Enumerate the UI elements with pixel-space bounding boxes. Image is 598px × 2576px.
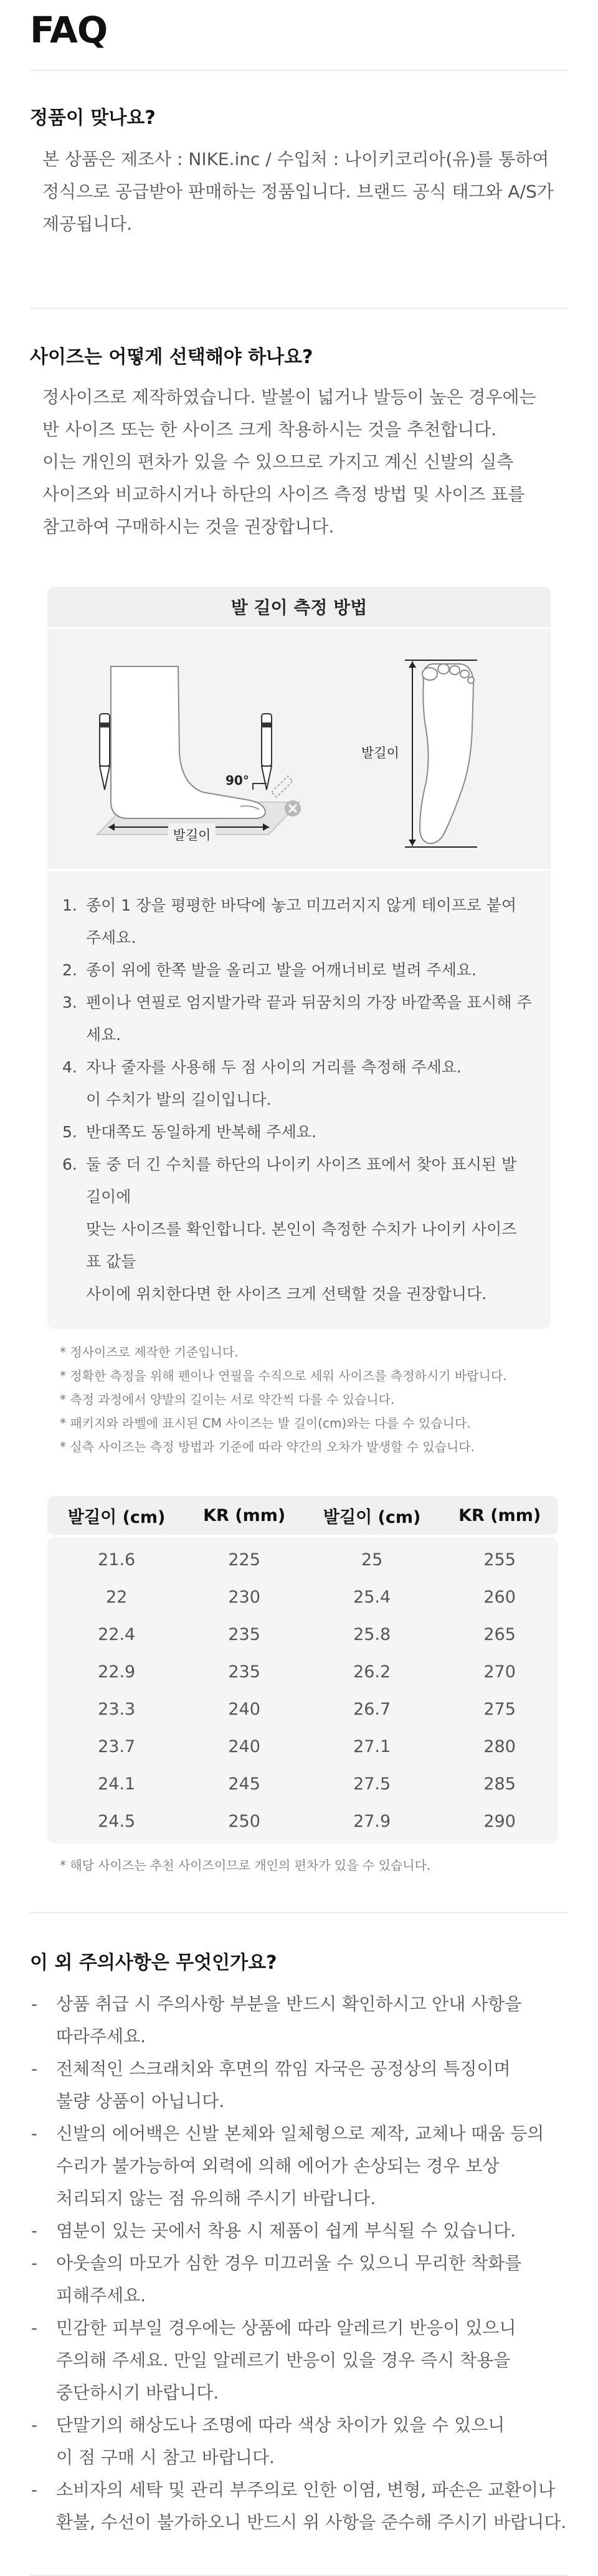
caution-item: [30, 1988, 568, 2020]
bullet-dash: -: [31, 2479, 38, 2500]
foot-side-icon: [111, 666, 265, 818]
answer-line: 정식으로 공급받아 판매하는 정품입니다. 브랜드 공식 태그와 A/S가: [42, 181, 554, 202]
answer-line: 이는 개인의 편차가 있을 수 있으므로 가지고 계신 신발의 실측: [42, 452, 514, 472]
measure-steps: [47, 871, 551, 1329]
question-authentic: 정품이 맞나요?: [30, 107, 156, 129]
caution-text: 처리되지 않는 점 유의해 주시기 바랍니다.: [56, 2188, 376, 2209]
table-row: 22.9 235 26.2 270: [47, 1653, 558, 1690]
caution-item: [30, 2312, 568, 2344]
caution-item: [30, 2474, 568, 2506]
caution-text: 단말기의 해상도나 조명에 따라 색상 차이가 있을 수 있으니: [56, 2415, 505, 2435]
caution-item-cont: [30, 2085, 568, 2118]
bullet-dash: -: [31, 1994, 38, 2014]
caution-text: 민감한 피부일 경우에는 상품에 따라 알레르기 반응이 있으니: [56, 2318, 516, 2338]
measure-illustration: [47, 629, 551, 871]
caution-text: 소비자의 세탁 및 관리 부주의로 인한 이염, 변형, 파손은 교환이나: [56, 2479, 556, 2500]
step-item: 6. 둘 중 더 긴 수치를 하단의 나이키 사이즈 표에서 찾아 표시된 발 길이에: [62, 1155, 517, 1206]
angle-label: 90°: [225, 773, 249, 788]
size-table: [47, 1496, 558, 1844]
column-header: 발길이 (cm): [303, 1496, 441, 1537]
step-item-cont: 사이에 위치한다면 한 사이즈 크게 선택할 것을 권장합니다.: [86, 1285, 487, 1303]
caution-text: 수리가 불가능하여 외력에 의해 에어가 손상되는 경우 보상: [56, 2156, 500, 2176]
note-item: * 측정 과정에서 양발의 길이는 서로 약간씩 다를 수 있습니다.: [60, 1392, 395, 1407]
answer-authentic: [30, 143, 568, 240]
step-item: 2. 종이 위에 한쪽 발을 올리고 발을 어깨너비로 벌려 주세요.: [62, 961, 477, 979]
question-caution: 이 외 주의사항은 무엇인가요?: [30, 1952, 277, 1974]
table-row: 22 230 25.4 260: [47, 1578, 558, 1616]
caution-text: 불량 상품이 아닙니다.: [56, 2091, 225, 2111]
bullet-dash: -: [31, 2415, 38, 2435]
bullet-dash: -: [31, 2123, 38, 2144]
question-sizing: 사이즈는 어떻게 선택해야 하나요?: [30, 346, 313, 368]
caution-text: 아웃솔의 마모가 심한 경우 미끄러울 수 있으니 무리한 착화를: [56, 2253, 522, 2273]
caution-text: 신발의 에어백은 신발 본체와 일체형으로 제작, 교체나 때움 등의: [56, 2123, 544, 2144]
caution-text: 따라주세요.: [56, 2026, 146, 2047]
step-item-cont: 맞는 사이즈를 확인합니다. 본인이 측정한 수치가 나이키 사이즈 표 값들: [86, 1220, 517, 1271]
column-header: KR (mm): [186, 1496, 303, 1537]
answer-line: 정사이즈로 제작하였습니다. 발볼이 넓거나 발등이 높은 경우에는: [42, 387, 536, 407]
note-item: * 실측 사이즈는 측정 방법과 기준에 따라 약간의 오차가 발생할 수 있습니다.: [60, 1439, 475, 1454]
caution-item: [30, 2215, 568, 2247]
answer-line: 제공됩니다.: [42, 214, 133, 234]
table-row: 24.1 245 27.5 285: [47, 1765, 558, 1802]
step-item-cont: 이 수치가 발의 길이입니다.: [86, 1091, 272, 1109]
faq-sizing: [30, 309, 568, 1912]
note-item: * 패키지와 라벨에 표시된 CM 사이즈는 발 길이(cm)와는 다를 수 있습니다.: [60, 1416, 471, 1431]
answer-line: 본 상품은 제조사 : NIKE.inc / 수입처 : 나이키코리아(유)를 통하여: [42, 149, 549, 169]
answer-line: 반 사이즈 또는 한 사이즈 크게 착용하시는 것을 추천합니다.: [42, 419, 497, 440]
measure-notes: [47, 1340, 551, 1459]
step-item: 4. 자나 줄자를 사용해 두 점 사이의 거리를 측정해 주세요.: [62, 1058, 462, 1076]
bullet-dash: -: [31, 2220, 38, 2241]
faq-authentic: [30, 71, 568, 308]
table-row: 21.6 225 25 255: [47, 1537, 558, 1578]
step-item: 3. 펜이나 연필로 엄지발가락 끝과 뒤꿈치의 가장 바깥쪽을 표시해 주세요.: [62, 993, 532, 1044]
bullet-dash: -: [31, 2058, 38, 2079]
caution-item-cont: [30, 2280, 568, 2312]
caution-item: [30, 2409, 568, 2441]
caution-item-cont: [30, 2377, 568, 2409]
table-header-row: [47, 1496, 558, 1537]
caution-text: 전체적인 스크래치와 후면의 깎임 자국은 공정상의 특징이며: [56, 2058, 511, 2079]
step-item: 1. 종이 1 장을 평평한 바닥에 놓고 미끄러지지 않게 테이프로 붙여 주세요.: [62, 896, 517, 947]
column-header: KR (mm): [441, 1496, 558, 1537]
table-row: 23.7 240 27.1 280: [47, 1728, 558, 1765]
caution-item-cont: [30, 2150, 568, 2182]
table-row: 22.4 235 25.8 265: [47, 1616, 558, 1653]
answer-sizing: [30, 381, 568, 543]
foot-measure-image: [47, 629, 558, 871]
note-item: * 정확한 측정을 위해 펜이나 연필을 수직으로 세워 사이즈를 측정하시기 바랍니다.: [60, 1368, 507, 1383]
pen-right-icon: [262, 714, 272, 790]
caution-item-cont: [30, 2441, 568, 2474]
measure-guide: [47, 587, 551, 1329]
caution-list: [30, 1988, 568, 2539]
cross-icon: [285, 800, 301, 817]
caution-item: [30, 2247, 568, 2280]
caution-item: [30, 2118, 568, 2150]
table-row: 24.5 250 27.9 290: [47, 1802, 558, 1844]
column-header: 발길이 (cm): [47, 1496, 186, 1537]
caution-item-cont: [30, 2344, 568, 2377]
top-length-label: 발길이: [361, 746, 399, 760]
vertical-length-arrow: [409, 661, 416, 846]
caution-item: [30, 2053, 568, 2085]
measure-title: 발 길이 측정 방법: [47, 587, 551, 629]
foot-top-icon: [420, 664, 474, 843]
faq-caution: [30, 1913, 568, 2575]
pencil-dashed-icon: [272, 776, 293, 797]
caution-text: 피해주세요.: [56, 2285, 146, 2306]
note-item: * 정사이즈로 제작한 기준입니다.: [60, 1345, 239, 1360]
bullet-dash: -: [31, 2253, 38, 2273]
table-row: 23.3 240 26.7 275: [47, 1690, 558, 1728]
caution-text: 환불, 수선이 불가하오니 반드시 위 사항을 준수해 주시기 바랍니다.: [56, 2512, 567, 2532]
caution-text: 이 점 구매 시 참고 바랍니다.: [56, 2447, 275, 2468]
caution-text: 중단하시기 바랍니다.: [56, 2382, 219, 2403]
page-title: FAQ: [30, 9, 108, 51]
answer-line: 참고하여 구매하시는 것을 권장합니다.: [42, 516, 335, 537]
step-item: 5. 반대쪽도 동일하게 반복해 주세요.: [62, 1123, 316, 1141]
caution-text: 주의해 주세요. 만일 알레르기 반응이 있을 경우 즉시 착용을: [56, 2350, 511, 2370]
answer-line: 사이즈와 비교하시거나 하단의 사이즈 측정 방법 및 사이즈 표를: [42, 484, 525, 504]
caution-text: 상품 취급 시 주의사항 부분을 반드시 확인하시고 안내 사항을: [56, 1994, 522, 2014]
bullet-dash: -: [31, 2318, 38, 2338]
caution-text: 염분이 있는 곳에서 착용 시 제품이 쉽게 부식될 수 있습니다.: [56, 2220, 516, 2241]
table-note: * 해당 사이즈는 추천 사이즈이므로 개인의 편차가 있을 수 있습니다.: [60, 1858, 431, 1873]
caution-item-cont: [30, 2182, 568, 2215]
pen-left-icon: [100, 714, 110, 790]
caution-item-cont: [30, 2020, 568, 2053]
side-length-label: 발길이: [173, 828, 211, 843]
